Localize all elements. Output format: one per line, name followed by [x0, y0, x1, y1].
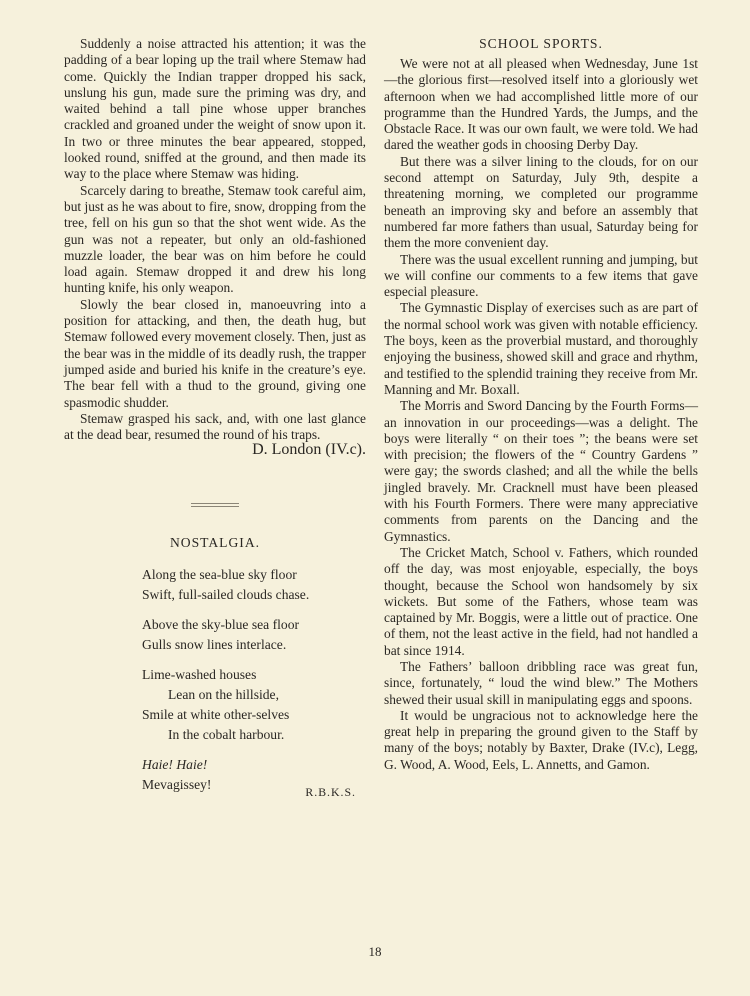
article-paragraph: The Cricket Match, School v. Fathers, which rounded off the day, was most enjoyable, especially, the boys thought, because the School won handsomely by six wickets. But some of the Fathers, whose team was captained by Mr. Boggis, were a little out of practice. One of them, not the least active in the field, had not handled a bat since 1914.: [384, 544, 698, 658]
poem-line: In the cobalt harbour.: [168, 727, 285, 743]
right-column: [384, 36, 698, 773]
page-number: 18: [368, 944, 382, 959]
section-title: SCHOOL SPORTS.: [479, 36, 603, 51]
poem-line: Gulls snow lines interlace.: [142, 637, 287, 653]
section-divider: [191, 506, 239, 507]
poem-line: Lean on the hillside,: [168, 687, 279, 703]
article-paragraph: The Gymnastic Display of exercises such as are part of the normal school work was given with notable efficiency. The boys, keen as the proverbial mustard, and thoroughly enjoying the business, showed skill and grace and rhythm, and testified to the splendid training they receive from Mr. Manning and Mr. Boxall.: [384, 300, 698, 397]
left-column: [64, 36, 366, 800]
story-paragraph: Slowly the bear closed in, manoeuvring into a position for attacking, and then, the death hug, but Stemaw followed every movement closely. Then, just as the bear was in the middle of its deadly rush, the trapper jumped aside and buried his knife in the creature’s eye. The bear fell with a thud to the ground, giving one spasmodic shudder.: [64, 296, 366, 410]
story-signature: D. London (IV.c).: [252, 441, 366, 459]
poem-line: Above the sky-blue sea floor: [142, 617, 300, 633]
poem: [64, 565, 366, 795]
story-paragraph: Suddenly a noise attracted his attention; it was the padding of a bear loping up the trail where Stemaw had come. Quickly the Indian trapper dropped his sack, unslung his gun, made sure the priming was dry, and waited behind a tall pine whose upper branches crackled and groaned under the weight of snow upon it. In two or three minutes the bear appeared, stopped, looked round, sniffed at the ground, and then made its way to the place where Stemaw was hiding.: [64, 36, 366, 182]
poem-line: Along the sea-blue sky floor: [142, 567, 297, 583]
poem-line: Mevagissey!: [142, 777, 212, 793]
poem-initials: R.B.K.S.: [305, 785, 356, 800]
poem-line: Smile at white other-selves: [142, 707, 290, 723]
section-divider: [191, 503, 239, 504]
article-paragraph: We were not at all pleased when Wednesday, June 1st—the glorious first—resolved itself into a gloriously wet afternoon when we had accomplished little more of our programme than the Hundred Yards, the Jumps, and the Obstacle Race. It was our own fault, we were told. We had dared the weather gods in choosing Derby Day.: [384, 56, 698, 153]
article-paragraph: The Fathers’ balloon dribbling race was great fun, since, fortunately, “ loud the wind blew.” The Mothers shewed their usual skill in manipulating eggs and spoons.: [384, 658, 698, 707]
article-paragraph: But there was a silver lining to the clouds, for on our second attempt on Saturday, July 9th, despite a threatening morning, we completed our programme beneath an improving sky and before an assembly that numbered far more fathers than usual, Saturday being for them the more convenient day.: [384, 153, 698, 251]
story-paragraph: Scarcely daring to breathe, Stemaw took careful aim, but just as he was about to fire, snow, dropping from the tree, fell on his gun so that the shot went wide. As the gun was not a repeater, but only an old-fashioned muzzle loader, the bear was on him before he could load again. Stemaw dropped it and drew his long hunting knife, his only weapon.: [64, 182, 366, 296]
poem-title: NOSTALGIA.: [169, 535, 261, 551]
poem-line: Haie! Haie!: [142, 757, 208, 773]
article-paragraph: There was the usual excellent running and jumping, but we will confine our comments to a few items that gave especial pleasure.: [384, 251, 698, 300]
article-paragraph: The Morris and Sword Dancing by the Fourth Forms—an innovation in our proceedings—was a delight. The boys were literally “ on their toes ”; the beans were set with precision; the flowers of the “ Country Gardens ” were gay; the swords clashed; and all the while the bells jingled bravely. Mr. Cracknell must have been pleased with his Fourth Formers. There were many appreciative comments from parents on the Dancing and the Gymnastics.: [384, 398, 698, 544]
poem-line: Lime-washed houses: [142, 667, 257, 683]
story-paragraph: Stemaw grasped his sack, and, with one last glance at the dead bear, resumed the round of his traps.: [64, 410, 366, 443]
article-paragraph: It would be ungracious not to acknowledge here the great help in preparing the ground given to the Staff by many of the boys; notably by Baxter, Drake (IV.c), Legg, G. Wood, A. Wood, Eels, L. Annetts, and Gamon.: [384, 707, 698, 772]
poem-line: Swift, full-sailed clouds chase.: [142, 587, 310, 603]
